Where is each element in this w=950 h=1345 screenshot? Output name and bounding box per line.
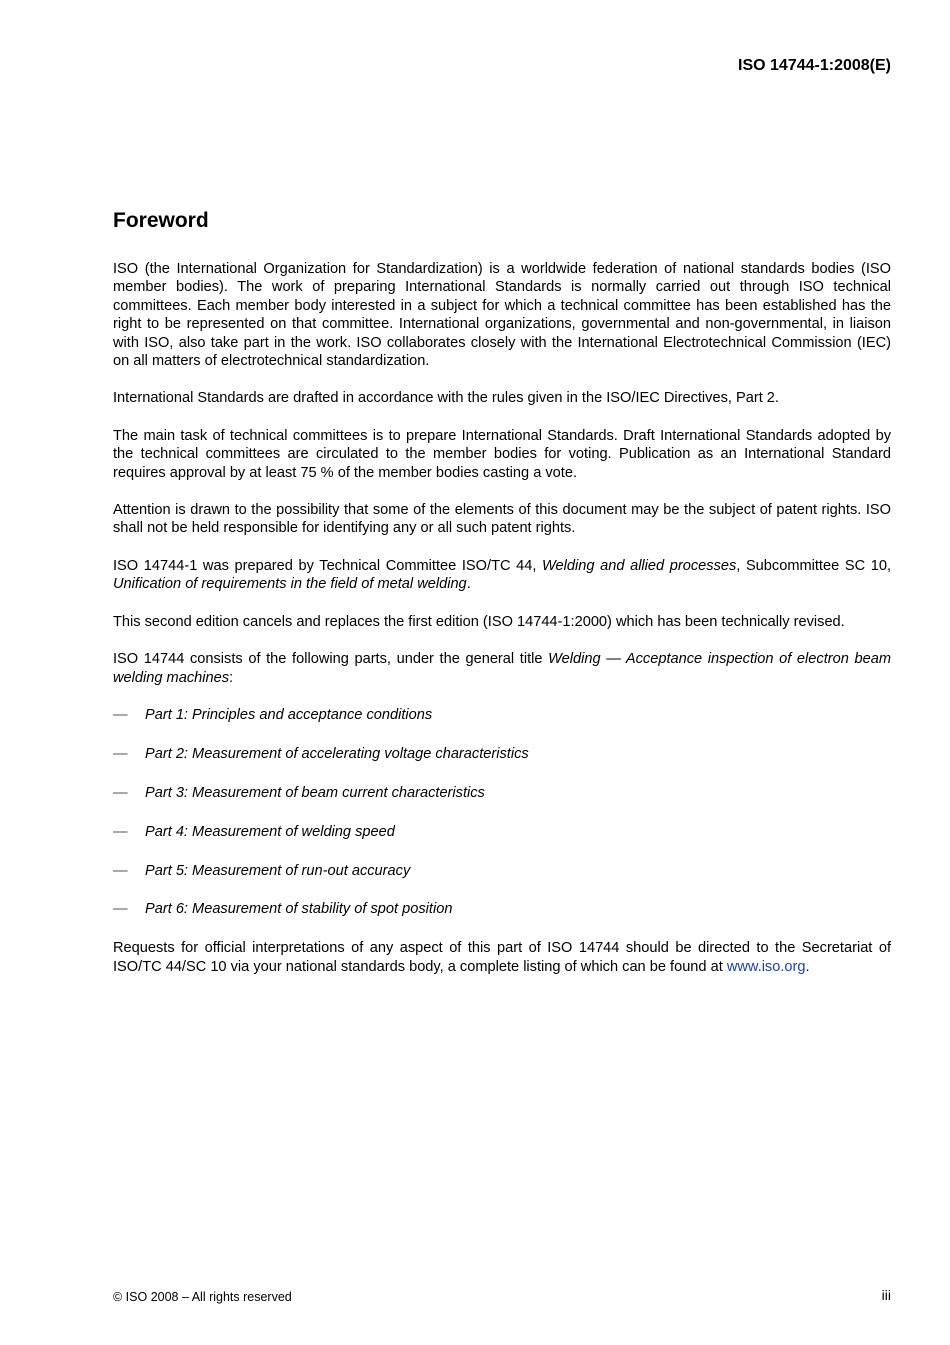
document-id: ISO 14744-1:2008(E) bbox=[738, 57, 891, 74]
general-title: Welding — Acceptance inspection of electron beam welding machines bbox=[113, 651, 891, 686]
requests-text: Requests for official interpretations of any aspect of this part of ISO 14744 should be directed to the Secretariat of ISO/TC 44/SC 10 via your national standards body, a complete listing of which can be found at bbox=[113, 940, 891, 975]
list-item-text: Part 4: Measurement of welding speed bbox=[145, 823, 395, 840]
dash-marker: — bbox=[113, 745, 128, 762]
list-item bbox=[113, 900, 891, 918]
foreword-section bbox=[113, 208, 891, 995]
list-item bbox=[113, 784, 891, 802]
list-item bbox=[113, 745, 891, 763]
list-item-text: Part 3: Measurement of beam current characteristics bbox=[145, 784, 485, 801]
list-item bbox=[113, 706, 891, 724]
page-title: Foreword bbox=[113, 209, 209, 232]
dash-marker: — bbox=[113, 706, 128, 723]
list-item-text: Part 1: Principles and acceptance conditions bbox=[145, 706, 433, 723]
copyright-notice: © ISO 2008 – All rights reserved bbox=[113, 1290, 292, 1304]
page-number: iii bbox=[881, 1287, 891, 1303]
parts-list bbox=[113, 706, 891, 919]
parts-intro-text-1: ISO 14744 consists of the following parts, under the general title bbox=[113, 651, 549, 668]
paragraph-requests bbox=[113, 939, 891, 976]
list-item bbox=[113, 862, 891, 880]
list-item-text: Part 2: Measurement of accelerating voltage characteristics bbox=[145, 745, 529, 762]
requests-period: . bbox=[805, 958, 810, 975]
dash-marker: — bbox=[113, 784, 128, 801]
paragraph-edition: This second edition cancels and replaces the first edition (ISO 14744-1:2000) which has been technically revised. bbox=[113, 613, 845, 630]
prepared-by-text-3: . bbox=[466, 576, 471, 593]
paragraph-patent-rights: Attention is drawn to the possibility that some of the elements of this document may be the subject of patent rights. ISO shall not be held responsible for identifying any or all such patent rights. bbox=[113, 502, 891, 537]
list-item bbox=[113, 823, 891, 841]
paragraph-prepared-by bbox=[113, 557, 891, 594]
dash-marker: — bbox=[113, 862, 128, 879]
paragraph-parts-intro bbox=[113, 650, 891, 687]
prepared-by-text-1: ISO 14744-1 was prepared by Technical Committee ISO/TC 44, bbox=[113, 557, 543, 574]
subcommittee-name: Unification of requirements in the field of metal welding bbox=[113, 576, 467, 593]
dash-marker: — bbox=[113, 823, 128, 840]
prepared-by-text-2: , Subcommittee SC 10, bbox=[736, 557, 892, 574]
dash-marker: — bbox=[113, 901, 128, 918]
list-item-text: Part 5: Measurement of run-out accuracy bbox=[145, 862, 411, 879]
paragraph-iso-federation: ISO (the International Organization for Standardization) is a worldwide federation of national standards bodies (ISO member bodies). The work of preparing International Standards is normally carried out through ISO technical committees. Each member body interested in a subject for which a technical committee has been established has the right to be represented on that committee. International organizations, governmental and non-governmental, in liaison with ISO, also take part in the work. ISO collaborates closely with the International Electrotechnical Commission (IEC) on all matters of electrotechnical standardization. bbox=[113, 261, 891, 370]
list-item-text: Part 6: Measurement of stability of spot position bbox=[145, 901, 453, 918]
committee-name: Welding and allied processes bbox=[542, 557, 737, 574]
parts-intro-text-2: : bbox=[229, 669, 234, 686]
paragraph-main-task: The main task of technical committees is to prepare International Standards. Draft International Standards adopted by the technical committees are circulated to the member bodies for voting. Publication as an International Standard requires approval by at least 75 % of the member bodies casting a vote. bbox=[113, 427, 891, 481]
iso-website-link[interactable]: www.iso.org bbox=[726, 958, 806, 975]
paragraph-directives: International Standards are drafted in accordance with the rules given in the ISO/IEC Directives, Part 2. bbox=[113, 390, 779, 407]
